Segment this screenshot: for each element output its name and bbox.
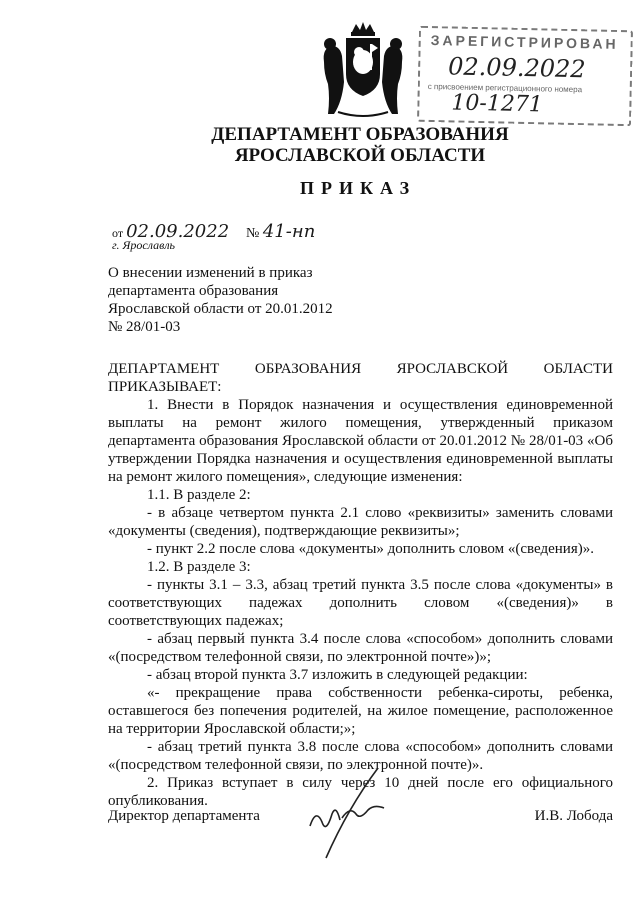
body-paragraph: - абзац третий пункта 3.8 после слова «способом» дополнить словами «(посредством телефонной связи, по электронной почте)». xyxy=(108,739,613,773)
stamp-note: с присвоением регистрационного номера xyxy=(427,81,583,95)
handwritten-signature xyxy=(238,748,438,868)
coat-of-arms-bear-icon xyxy=(318,22,408,120)
order-number-value: 41-нп xyxy=(262,221,316,242)
body-paragraph: 1. Внести в Порядок назначения и осуществления единовременной выплаты на ремонт жилого помещения, утвержденный приказом департамента образования Ярославской области от 20.01.2012 № 28/01-03 «Об утверждении Порядка назначения и осуществления единовременной выплаты на ремонт жилого помещения», следующие изменения: xyxy=(108,397,613,485)
body-paragraph: - абзац первый пункта 3.4 после слова «способом» дополнить словами «(посредством телефонной связи, по электронной почте»)»; xyxy=(108,631,613,665)
body-paragraph: - пункты 3.1 – 3.3, абзац третий пункта 3.5 после слова «документы» в соответствующих падежах дополнить словом «(сведения)» в соответствующих падежах; xyxy=(108,577,613,629)
body-paragraph: - пункт 2.2 после слова «документы» дополнить словом «(сведения)». xyxy=(147,541,594,557)
subject-line: Ярославской области от 20.01.2012 xyxy=(108,301,333,317)
signature-position: Директор департамента xyxy=(108,808,260,824)
order-subject xyxy=(108,264,368,336)
stamp-number: 10-1271 xyxy=(451,90,544,118)
body-paragraph: - абзац второй пункта 3.7 изложить в следующей редакции: xyxy=(147,667,528,683)
department-line-2: ЯРОСЛАВСКОЙ ОБЛАСТИ xyxy=(234,145,486,166)
body-paragraph: «- прекращение права собственности ребенка-сироты, ребенка, оставшегося без попечения родителей, на жилое помещение, расположенное на территории Ярославской области;»; xyxy=(108,685,613,737)
body-lead-2: ПРИКАЗЫВАЕТ: xyxy=(108,379,222,395)
subject-line: департамента образования xyxy=(108,283,279,299)
stamp-title: ЗАРЕГИСТРИРОВАН xyxy=(430,32,619,52)
subject-line: О внесении изменений в приказ xyxy=(108,265,313,281)
order-number xyxy=(246,221,315,242)
department-name xyxy=(150,124,570,166)
body-paragraph: - в абзаце четвертом пункта 2.1 слово «реквизиты» заменить словами «документы (сведения), подтверждающие реквизиты»; xyxy=(108,505,613,539)
order-title: ПРИКАЗ xyxy=(300,178,417,198)
order-body xyxy=(108,360,613,810)
stamp-date: 02.09.2022 xyxy=(447,52,586,84)
body-paragraph: 1.2. В разделе 3: xyxy=(147,559,251,575)
order-date-prefix: от xyxy=(112,226,124,240)
order-date-value: 02.09.2022 xyxy=(126,221,230,242)
order-number-prefix: № xyxy=(246,226,260,241)
subject-line: № 28/01-03 xyxy=(108,319,181,335)
body-paragraph: 1.1. В разделе 2: xyxy=(147,487,251,503)
registration-stamp xyxy=(417,26,633,126)
body-paragraph: 2. Приказ вступает в силу через 10 дней после его официального опубликования. xyxy=(108,775,613,809)
order-city: г. Ярославль xyxy=(112,238,176,252)
department-line-1: ДЕПАРТАМЕНТ ОБРАЗОВАНИЯ xyxy=(211,124,509,145)
body-lead: ДЕПАРТАМЕНТ ОБРАЗОВАНИЯ ЯРОСЛАВСКОЙ ОБЛАСТИ xyxy=(108,361,613,377)
signature-name: И.В. Лобода xyxy=(534,808,613,824)
